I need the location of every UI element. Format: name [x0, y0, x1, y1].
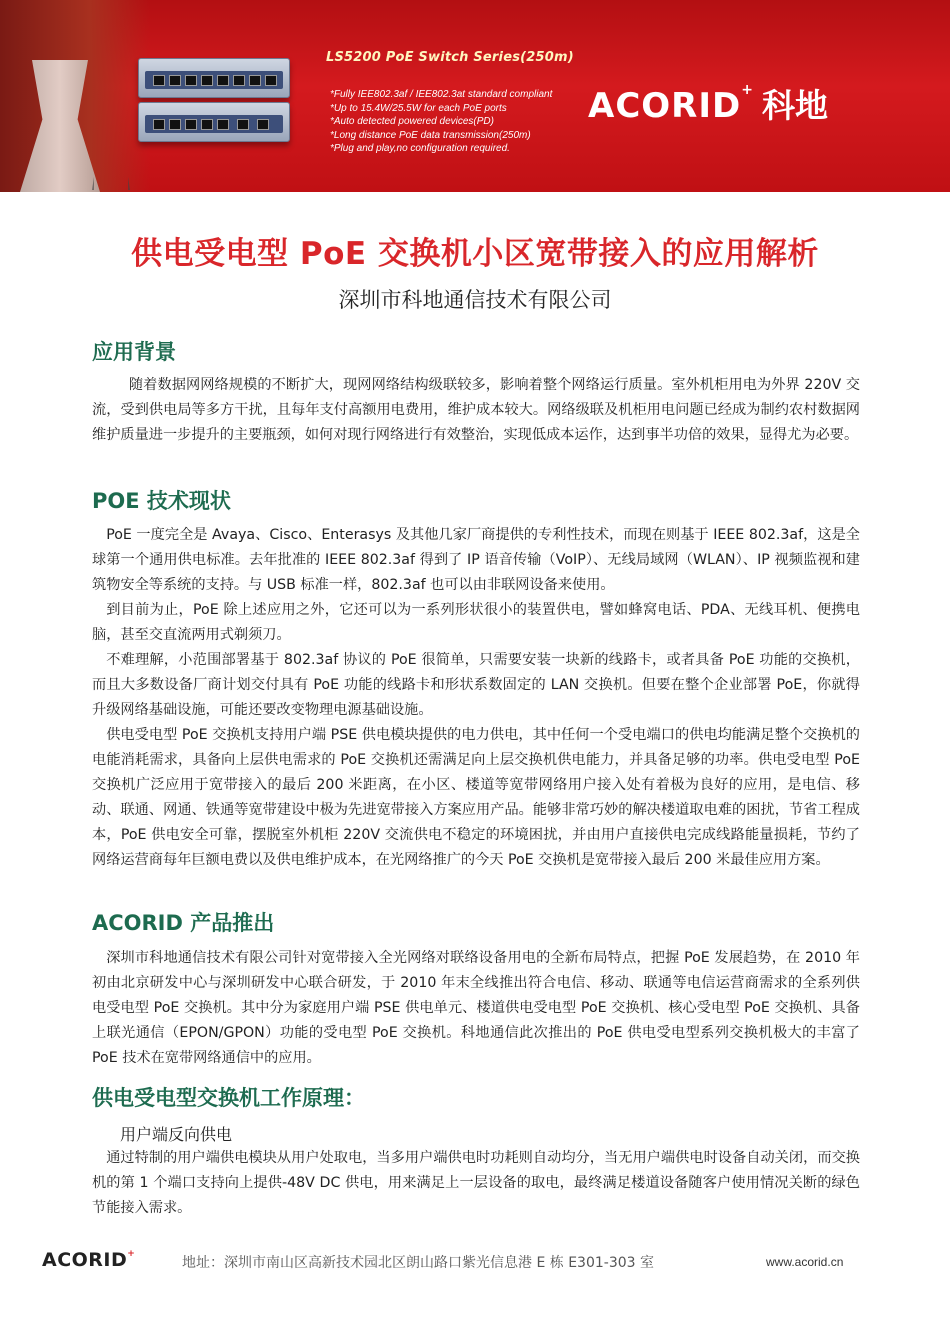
- sub-heading: 用户端反向供电: [120, 1125, 233, 1144]
- brand-plus: +: [741, 82, 754, 98]
- page-title: 供电受电型 PoE 交换机小区宽带接入的应用解析: [131, 236, 819, 272]
- section-heading-background: 应用背景: [92, 340, 176, 364]
- feature-item: *Plug and play,no configuration required.: [330, 143, 510, 154]
- footer-logo-text: ACORID: [42, 1249, 128, 1271]
- footer-website-link[interactable]: www.acorid.cn: [766, 1255, 844, 1269]
- section-heading-product: ACORID 产品推出: [92, 911, 275, 935]
- poe-switch-image: [138, 58, 290, 98]
- paragraph: 深圳市科地通信技术有限公司针对宽带接入全光网络对联络设备用电的全新布局特点，把握 PoE 发展趋势，在 2010 年初由北京研发中心与深圳研发中心联合研发，于 2010 年末全线推出符合电信、移动、联通等电信运营商需求的全系列供电受电型 PoE 交换机。其中分为家庭用户端 PSE 供电单元、楼道供电受电型 PoE 交换机、核心受电型 PoE 交换机、具备上联光通信（EPON/GPON）功能的受电型 PoE 交换机。科地通信此次推出的 PoE 供电受电型系列交换机极大的丰富了 PoE 技术在宽带网络通信中的应用。: [92, 950, 860, 1066]
- brand-latin: ACORID: [588, 86, 742, 126]
- paragraph: 通过特制的用户端供电模块从用户处取电，当多用户端供电时功耗则自动均分，当无用户端供电时设备自动关闭，而交换机的第 1 个端口支持向上提供-48V DC 供电，用来满足上一层设备的取电，最终满足楼道设备随客户使用情况关断的绿色节能接入需求。: [92, 1150, 860, 1216]
- brand-cn: 科地: [761, 86, 828, 125]
- footer-logo-plus: +: [127, 1249, 136, 1259]
- brand-logo: [588, 80, 828, 127]
- feature-item: *Auto detected powered devices(PD): [330, 116, 494, 127]
- feature-list: [330, 88, 552, 156]
- company-subtitle: 深圳市科地通信技术有限公司: [338, 288, 612, 312]
- section-heading-principle: 供电受电型交换机工作原理：: [92, 1086, 365, 1110]
- header-banner: [0, 0, 950, 192]
- section-heading-poe-status: POE 技术现状: [92, 489, 231, 513]
- paragraph: PoE 一度完全是 Avaya、Cisco、Enterasys 及其他几家厂商提供的专利性技术，而现在则基于 IEEE 802.3af，这是全球第一个通用供电标准。去年批准的 IEEE 802.3af 得到了 IP 语音传输（VoIP）、无线局域网（WLAN）、IP 视频监视和建筑物安全等系统的支持。与 USB 标准一样，802.3af 也可以由非联网设备来使用。: [92, 527, 860, 593]
- footer-logo: [42, 1249, 135, 1271]
- poe-switch-image: [138, 102, 290, 142]
- feature-item: *Up to 15.4W/25.5W for each PoE ports: [330, 102, 507, 114]
- footer-address: 地址：深圳市南山区高新技术园北区朗山路口紫光信息港 E 栋 E301-303 室: [182, 1255, 654, 1271]
- paragraph: 不难理解，小范围部署基于 802.3af 协议的 PoE 很简单，只需要安装一块新的线路卡，或者具备 PoE 功能的交换机，而且大多数设备厂商计划交付具有 PoE 功能的线路卡和形状系数固定的 LAN 交换机。但要在整个企业部署 PoE，你就得升级网络基础设施，可能还要改变物理电源基础设施。: [92, 652, 860, 718]
- paragraph: 到目前为止，PoE 除上述应用之外，它还可以为一系列形状很小的装置供电，譬如蜂窝电话、PDA、无线耳机、便携电脑，甚至交直流两用式剃须刀。: [92, 602, 860, 643]
- paragraph: 供电受电型 PoE 交换机支持用户端 PSE 供电模块提供的电力供电，其中任何一个受电端口的供电均能满足整个交换机的电能消耗需求，具备向上层供电需求的 PoE 交换机还需满足向上层交换机供电能力，并具备足够的功率。供电受电型 PoE 交换机广泛应用于宽带接入的最后 200 米距离，在小区、楼道等宽带网络用户接入处有着极为良好的应用，是电信、移动、联通、网通、铁通等宽带建设中极为先进宽带接入方案应用产品。能够非常巧妙的解决楼道取电难的困扰，节省工程成本，PoE 供电安全可靠，摆脱室外机柜 220V 交流供电不稳定的环境困扰，并由用户直接供电完成线路能量损耗，节约了网络运营商每年巨额电费以及供电维护成本，在光网络推广的今天 PoE 交换机是宽带接入最后 200 米最佳应用方案。: [92, 727, 860, 868]
- feature-item: *Fully IEE802.3af / IEE802.3at standard compliant: [330, 89, 553, 100]
- series-title: LS5200 PoE Switch Series(250m): [326, 50, 574, 65]
- feature-item: *Long distance PoE data transmission(250m): [330, 129, 531, 141]
- paragraph: 随着数据网网络规模的不断扩大，现网网络结构级联较多，影响着整个网络运行质量。室外机柜用电为外界 220V 交流，受到供电局等多方干扰，且每年支付高额用电费用，维护成本较大。网络级联及机柜用电问题已经成为制约农村数据网维护质量进一步提升的主要瓶颈，如何对现行网络进行有效整治，实现低成本运作，达到事半功倍的效果，显得尤为必要。: [92, 377, 860, 443]
